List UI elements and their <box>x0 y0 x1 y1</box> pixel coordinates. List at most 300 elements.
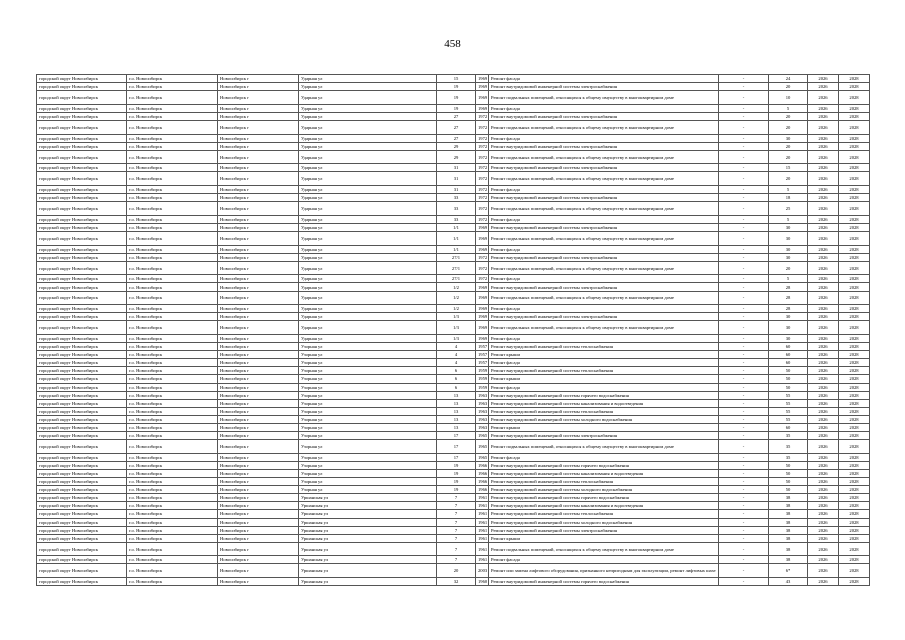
period-end-cell: 2028 <box>839 453 870 461</box>
street-cell: Ударная ул <box>299 202 437 216</box>
settlement-cell: Новосибирск г <box>218 134 299 142</box>
table-row <box>37 556 870 564</box>
period-end-cell: 2028 <box>839 440 870 454</box>
work-type-cell: Ремонт крыши <box>489 351 719 359</box>
norm-cell: 28 <box>769 305 808 313</box>
municipality-cell: г.о. Новосибирск <box>127 232 218 246</box>
period-start-cell: 2026 <box>808 202 839 216</box>
district-cell: городской округ Новосибирск <box>37 423 127 431</box>
period-start-cell: 2026 <box>808 83 839 91</box>
period-end-cell: 2028 <box>839 134 870 142</box>
period-start-cell: 2026 <box>808 351 839 359</box>
municipality-cell: г.о. Новосибирск <box>127 534 218 542</box>
period-end-cell: 2028 <box>839 359 870 367</box>
district-cell: городской округ Новосибирск <box>37 415 127 423</box>
house-number-cell: 31 <box>437 164 476 172</box>
table-row <box>37 510 870 518</box>
amount-cell: - <box>719 120 769 134</box>
house-number-cell: 6 <box>437 375 476 383</box>
amount-cell: - <box>719 578 769 586</box>
amount-cell: - <box>719 415 769 423</box>
district-cell: городской округ Новосибирск <box>37 232 127 246</box>
work-type-cell: Ремонт или замена лифтового оборудования, признанного непригодным для эксплуатации, ремонт лифтовых шахт <box>489 564 719 578</box>
table-row <box>37 399 870 407</box>
amount-cell: - <box>719 245 769 253</box>
settlement-cell: Новосибирск г <box>218 534 299 542</box>
build-year-cell: 1961 <box>476 526 489 534</box>
house-number-cell: 1/2 <box>437 291 476 305</box>
work-type-cell: Ремонт крыши <box>489 534 719 542</box>
street-cell: Узорная ул <box>299 367 437 375</box>
street-cell: Ударная ул <box>299 194 437 202</box>
municipality-cell: г.о. Новосибирск <box>127 164 218 172</box>
work-type-cell: Ремонт фасада <box>489 453 719 461</box>
period-start-cell: 2026 <box>808 150 839 164</box>
build-year-cell: 1972 <box>476 202 489 216</box>
street-cell: Ударная ул <box>299 305 437 313</box>
house-number-cell: 7 <box>437 494 476 502</box>
street-cell: Ударная ул <box>299 215 437 223</box>
build-year-cell: 1972 <box>476 186 489 194</box>
norm-cell: 20 <box>769 112 808 120</box>
settlement-cell: Новосибирск г <box>218 415 299 423</box>
build-year-cell: 1969 <box>476 334 489 342</box>
work-type-cell: Ремонт внутридомовой инженерной системы электроснабжения <box>489 164 719 172</box>
street-cell: Узорная ул <box>299 432 437 440</box>
norm-cell: 30 <box>769 253 808 261</box>
period-start-cell: 2026 <box>808 556 839 564</box>
period-end-cell: 2028 <box>839 172 870 186</box>
municipality-cell: г.о. Новосибирск <box>127 321 218 335</box>
build-year-cell: 1969 <box>476 313 489 321</box>
norm-cell: 60 <box>769 343 808 351</box>
period-start-cell: 2026 <box>808 232 839 246</box>
period-start-cell: 2026 <box>808 313 839 321</box>
amount-cell: - <box>719 194 769 202</box>
table-row <box>37 223 870 231</box>
municipality-cell: г.о. Новосибирск <box>127 305 218 313</box>
work-type-cell: Ремонт подвальных помещений, относящихся к общему имуществу в многоквартирном доме <box>489 172 719 186</box>
district-cell: городской округ Новосибирск <box>37 321 127 335</box>
municipality-cell: г.о. Новосибирск <box>127 343 218 351</box>
house-number-cell: 19 <box>437 104 476 112</box>
amount-cell: - <box>719 359 769 367</box>
work-type-cell: Ремонт внутридомовой инженерной системы холодного водоснабжения <box>489 415 719 423</box>
district-cell: городской округ Новосибирск <box>37 542 127 556</box>
table-row <box>37 112 870 120</box>
house-number-cell: 1/3 <box>437 313 476 321</box>
municipality-cell: г.о. Новосибирск <box>127 245 218 253</box>
house-number-cell: 19 <box>437 461 476 469</box>
street-cell: Ударная ул <box>299 91 437 105</box>
work-type-cell: Ремонт фасада <box>489 245 719 253</box>
district-cell: городской округ Новосибирск <box>37 172 127 186</box>
build-year-cell: 1966 <box>476 461 489 469</box>
municipality-cell: г.о. Новосибирск <box>127 150 218 164</box>
period-start-cell: 2026 <box>808 542 839 556</box>
street-cell: Уршанская ул <box>299 518 437 526</box>
district-cell: городской округ Новосибирск <box>37 518 127 526</box>
amount-cell: - <box>719 526 769 534</box>
settlement-cell: Новосибирск г <box>218 83 299 91</box>
settlement-cell: Новосибирск г <box>218 261 299 275</box>
municipality-cell: г.о. Новосибирск <box>127 478 218 486</box>
house-number-cell: 1/3 <box>437 321 476 335</box>
period-start-cell: 2026 <box>808 291 839 305</box>
house-number-cell: 6 <box>437 367 476 375</box>
settlement-cell: Новосибирск г <box>218 104 299 112</box>
district-cell: городской округ Новосибирск <box>37 367 127 375</box>
street-cell: Уршанская ул <box>299 494 437 502</box>
settlement-cell: Новосибирск г <box>218 275 299 283</box>
table-row <box>37 469 870 477</box>
district-cell: городской округ Новосибирск <box>37 469 127 477</box>
municipality-cell: г.о. Новосибирск <box>127 423 218 431</box>
district-cell: городской округ Новосибирск <box>37 578 127 586</box>
period-start-cell: 2026 <box>808 518 839 526</box>
house-number-cell: 7 <box>437 502 476 510</box>
table-row <box>37 91 870 105</box>
house-number-cell: 7 <box>437 534 476 542</box>
house-number-cell: 27/1 <box>437 261 476 275</box>
district-cell: городской округ Новосибирск <box>37 253 127 261</box>
district-cell: городской округ Новосибирск <box>37 75 127 83</box>
amount-cell: - <box>719 383 769 391</box>
period-start-cell: 2026 <box>808 305 839 313</box>
street-cell: Узорная ул <box>299 407 437 415</box>
amount-cell: - <box>719 253 769 261</box>
norm-cell: 38 <box>769 556 808 564</box>
municipality-cell: г.о. Новосибирск <box>127 134 218 142</box>
settlement-cell: Новосибирск г <box>218 564 299 578</box>
build-year-cell: 1969 <box>476 232 489 246</box>
build-year-cell: 1959 <box>476 375 489 383</box>
period-end-cell: 2028 <box>839 564 870 578</box>
norm-cell: 38 <box>769 542 808 556</box>
build-year-cell: 1969 <box>476 291 489 305</box>
amount-cell: - <box>719 375 769 383</box>
build-year-cell: 1969 <box>476 83 489 91</box>
period-start-cell: 2026 <box>808 120 839 134</box>
district-cell: городской округ Новосибирск <box>37 383 127 391</box>
amount-cell: - <box>719 423 769 431</box>
municipality-cell: г.о. Новосибирск <box>127 359 218 367</box>
amount-cell: - <box>719 432 769 440</box>
period-start-cell: 2026 <box>808 578 839 586</box>
table-row <box>37 291 870 305</box>
work-type-cell: Ремонт внутридомовой инженерной системы горячего водоснабжения <box>489 391 719 399</box>
period-start-cell: 2026 <box>808 383 839 391</box>
district-cell: городской округ Новосибирск <box>37 407 127 415</box>
table-row <box>37 104 870 112</box>
table-row <box>37 432 870 440</box>
amount-cell: - <box>719 399 769 407</box>
work-type-cell: Ремонт внутридомовой инженерной системы электроснабжения <box>489 194 719 202</box>
settlement-cell: Новосибирск г <box>218 172 299 186</box>
street-cell: Узорная ул <box>299 423 437 431</box>
amount-cell: - <box>719 172 769 186</box>
build-year-cell: 1972 <box>476 261 489 275</box>
norm-cell: 50 <box>769 461 808 469</box>
house-number-cell: 1/1 <box>437 223 476 231</box>
build-year-cell: 1969 <box>476 283 489 291</box>
build-year-cell: 1965 <box>476 453 489 461</box>
house-number-cell: 1/2 <box>437 305 476 313</box>
period-start-cell: 2026 <box>808 415 839 423</box>
build-year-cell: 1961 <box>476 542 489 556</box>
norm-cell: 20 <box>769 120 808 134</box>
period-start-cell: 2026 <box>808 453 839 461</box>
municipality-cell: г.о. Новосибирск <box>127 391 218 399</box>
table-row <box>37 215 870 223</box>
table-row <box>37 423 870 431</box>
norm-cell: 35 <box>769 440 808 454</box>
norm-cell: 43 <box>769 578 808 586</box>
work-type-cell: Ремонт фасада <box>489 275 719 283</box>
district-cell: городской округ Новосибирск <box>37 313 127 321</box>
house-number-cell: 31 <box>437 172 476 186</box>
period-end-cell: 2028 <box>839 232 870 246</box>
work-type-cell: Ремонт фасада <box>489 186 719 194</box>
district-cell: городской округ Новосибирск <box>37 261 127 275</box>
district-cell: городской округ Новосибирск <box>37 150 127 164</box>
period-start-cell: 2026 <box>808 112 839 120</box>
period-end-cell: 2028 <box>839 383 870 391</box>
municipality-cell: г.о. Новосибирск <box>127 112 218 120</box>
street-cell: Узорная ул <box>299 383 437 391</box>
norm-cell: 35 <box>769 453 808 461</box>
house-number-cell: 32 <box>437 578 476 586</box>
amount-cell: - <box>719 223 769 231</box>
district-cell: городской округ Новосибирск <box>37 334 127 342</box>
build-year-cell: 1965 <box>476 432 489 440</box>
street-cell: Уршанская ул <box>299 510 437 518</box>
work-type-cell: Ремонт внутридомовой инженерной системы горячего водоснабжения <box>489 461 719 469</box>
build-year-cell: 1959 <box>476 367 489 375</box>
period-end-cell: 2028 <box>839 75 870 83</box>
build-year-cell: 1969 <box>476 104 489 112</box>
table-row <box>37 407 870 415</box>
house-number-cell: 6 <box>437 383 476 391</box>
district-cell: городской округ Новосибирск <box>37 461 127 469</box>
district-cell: городской округ Новосибирск <box>37 343 127 351</box>
period-end-cell: 2028 <box>839 245 870 253</box>
build-year-cell: 1972 <box>476 134 489 142</box>
table-row <box>37 305 870 313</box>
house-number-cell: 17 <box>437 440 476 454</box>
settlement-cell: Новосибирск г <box>218 502 299 510</box>
amount-cell: - <box>719 291 769 305</box>
period-start-cell: 2026 <box>808 486 839 494</box>
norm-cell: 30 <box>769 223 808 231</box>
build-year-cell: 1972 <box>476 120 489 134</box>
district-cell: городской округ Новосибирск <box>37 283 127 291</box>
norm-cell: 35 <box>769 432 808 440</box>
period-start-cell: 2026 <box>808 172 839 186</box>
table-row <box>37 461 870 469</box>
settlement-cell: Новосибирск г <box>218 367 299 375</box>
table-row <box>37 453 870 461</box>
period-end-cell: 2028 <box>839 343 870 351</box>
amount-cell: - <box>719 391 769 399</box>
street-cell: Ударная ул <box>299 134 437 142</box>
norm-cell: 50 <box>769 367 808 375</box>
table-row <box>37 275 870 283</box>
period-start-cell: 2026 <box>808 104 839 112</box>
table-row <box>37 486 870 494</box>
norm-cell: 30 <box>769 232 808 246</box>
amount-cell: - <box>719 75 769 83</box>
house-number-cell: 4 <box>437 351 476 359</box>
work-type-cell: Ремонт фасада <box>489 359 719 367</box>
house-number-cell: 27 <box>437 120 476 134</box>
period-end-cell: 2028 <box>839 202 870 216</box>
amount-cell: - <box>719 478 769 486</box>
amount-cell: - <box>719 518 769 526</box>
amount-cell: - <box>719 534 769 542</box>
norm-cell: 50 <box>769 486 808 494</box>
street-cell: Узорная ул <box>299 440 437 454</box>
municipality-cell: г.о. Новосибирск <box>127 91 218 105</box>
norm-cell: 30 <box>769 321 808 335</box>
municipality-cell: г.о. Новосибирск <box>127 215 218 223</box>
settlement-cell: Новосибирск г <box>218 343 299 351</box>
period-end-cell: 2028 <box>839 510 870 518</box>
settlement-cell: Новосибирск г <box>218 186 299 194</box>
norm-cell: 60 <box>769 423 808 431</box>
period-end-cell: 2028 <box>839 112 870 120</box>
period-end-cell: 2028 <box>839 275 870 283</box>
street-cell: Узорная ул <box>299 415 437 423</box>
norm-cell: 10 <box>769 91 808 105</box>
work-type-cell: Ремонт подвальных помещений, относящихся к общему имуществу в многоквартирном доме <box>489 120 719 134</box>
table-row <box>37 283 870 291</box>
house-number-cell: 1/1 <box>437 232 476 246</box>
table-row <box>37 313 870 321</box>
table-row <box>37 83 870 91</box>
build-year-cell: 1966 <box>476 486 489 494</box>
district-cell: городской округ Новосибирск <box>37 194 127 202</box>
amount-cell: - <box>719 564 769 578</box>
build-year-cell: 1965 <box>476 440 489 454</box>
period-start-cell: 2026 <box>808 391 839 399</box>
table-row <box>37 134 870 142</box>
period-end-cell: 2028 <box>839 142 870 150</box>
house-number-cell: 20 <box>437 564 476 578</box>
street-cell: Ударная ул <box>299 313 437 321</box>
build-year-cell: 1963 <box>476 415 489 423</box>
period-end-cell: 2028 <box>839 83 870 91</box>
work-type-cell: Ремонт подвальных помещений, относящихся к общему имуществу в многоквартирном доме <box>489 232 719 246</box>
table-row <box>37 261 870 275</box>
build-year-cell: 1972 <box>476 150 489 164</box>
amount-cell: - <box>719 83 769 91</box>
period-end-cell: 2028 <box>839 164 870 172</box>
house-number-cell: 29 <box>437 150 476 164</box>
build-year-cell: 1966 <box>476 469 489 477</box>
period-end-cell: 2028 <box>839 367 870 375</box>
table-row <box>37 359 870 367</box>
house-number-cell: 1/1 <box>437 245 476 253</box>
municipality-cell: г.о. Новосибирск <box>127 291 218 305</box>
norm-cell: 5 <box>769 275 808 283</box>
street-cell: Уршанская ул <box>299 556 437 564</box>
period-start-cell: 2026 <box>808 334 839 342</box>
period-end-cell: 2028 <box>839 494 870 502</box>
work-type-cell: Ремонт внутридомовой инженерной системы горячего водоснабжения <box>489 494 719 502</box>
work-type-cell: Ремонт подвальных помещений, относящихся к общему имуществу в многоквартирном доме <box>489 150 719 164</box>
amount-cell: - <box>719 502 769 510</box>
house-number-cell: 19 <box>437 486 476 494</box>
norm-cell: 50 <box>769 383 808 391</box>
period-end-cell: 2028 <box>839 375 870 383</box>
house-number-cell: 7 <box>437 518 476 526</box>
period-end-cell: 2028 <box>839 120 870 134</box>
period-start-cell: 2026 <box>808 469 839 477</box>
settlement-cell: Новосибирск г <box>218 510 299 518</box>
work-type-cell: Ремонт фасада <box>489 134 719 142</box>
district-cell: городской округ Новосибирск <box>37 486 127 494</box>
build-year-cell: 1961 <box>476 502 489 510</box>
table-row <box>37 245 870 253</box>
amount-cell: - <box>719 91 769 105</box>
municipality-cell: г.о. Новосибирск <box>127 104 218 112</box>
street-cell: Ударная ул <box>299 275 437 283</box>
work-type-cell: Ремонт внутридомовой инженерной системы теплоснабжения <box>489 478 719 486</box>
norm-cell: 20 <box>769 83 808 91</box>
amount-cell: - <box>719 343 769 351</box>
house-number-cell: 15 <box>437 75 476 83</box>
build-year-cell: 1957 <box>476 359 489 367</box>
district-cell: городской округ Новосибирск <box>37 556 127 564</box>
municipality-cell: г.о. Новосибирск <box>127 253 218 261</box>
street-cell: Ударная ул <box>299 245 437 253</box>
house-number-cell: 27/1 <box>437 275 476 283</box>
table-row <box>37 194 870 202</box>
period-start-cell: 2026 <box>808 534 839 542</box>
build-year-cell: 1963 <box>476 391 489 399</box>
norm-cell: 15 <box>769 164 808 172</box>
work-type-cell: Ремонт внутридомовой инженерной системы электроснабжения <box>489 313 719 321</box>
street-cell: Уршанская ул <box>299 502 437 510</box>
norm-cell: 55 <box>769 407 808 415</box>
municipality-cell: г.о. Новосибирск <box>127 313 218 321</box>
period-start-cell: 2026 <box>808 367 839 375</box>
period-start-cell: 2026 <box>808 478 839 486</box>
settlement-cell: Новосибирск г <box>218 440 299 454</box>
district-cell: городской округ Новосибирск <box>37 291 127 305</box>
period-end-cell: 2028 <box>839 391 870 399</box>
amount-cell: - <box>719 313 769 321</box>
municipality-cell: г.о. Новосибирск <box>127 578 218 586</box>
norm-cell: 50 <box>769 478 808 486</box>
amount-cell: - <box>719 510 769 518</box>
norm-cell: 38 <box>769 494 808 502</box>
norm-cell: 38 <box>769 502 808 510</box>
work-type-cell: Ремонт внутридомовой инженерной системы холодного водоснабжения <box>489 518 719 526</box>
municipality-cell: г.о. Новосибирск <box>127 542 218 556</box>
municipality-cell: г.о. Новосибирск <box>127 494 218 502</box>
period-start-cell: 2026 <box>808 134 839 142</box>
municipality-cell: г.о. Новосибирск <box>127 526 218 534</box>
build-year-cell: 1972 <box>476 253 489 261</box>
table-row <box>37 172 870 186</box>
settlement-cell: Новосибирск г <box>218 478 299 486</box>
period-start-cell: 2026 <box>808 399 839 407</box>
street-cell: Узорная ул <box>299 343 437 351</box>
settlement-cell: Новосибирск г <box>218 75 299 83</box>
table-row <box>37 502 870 510</box>
